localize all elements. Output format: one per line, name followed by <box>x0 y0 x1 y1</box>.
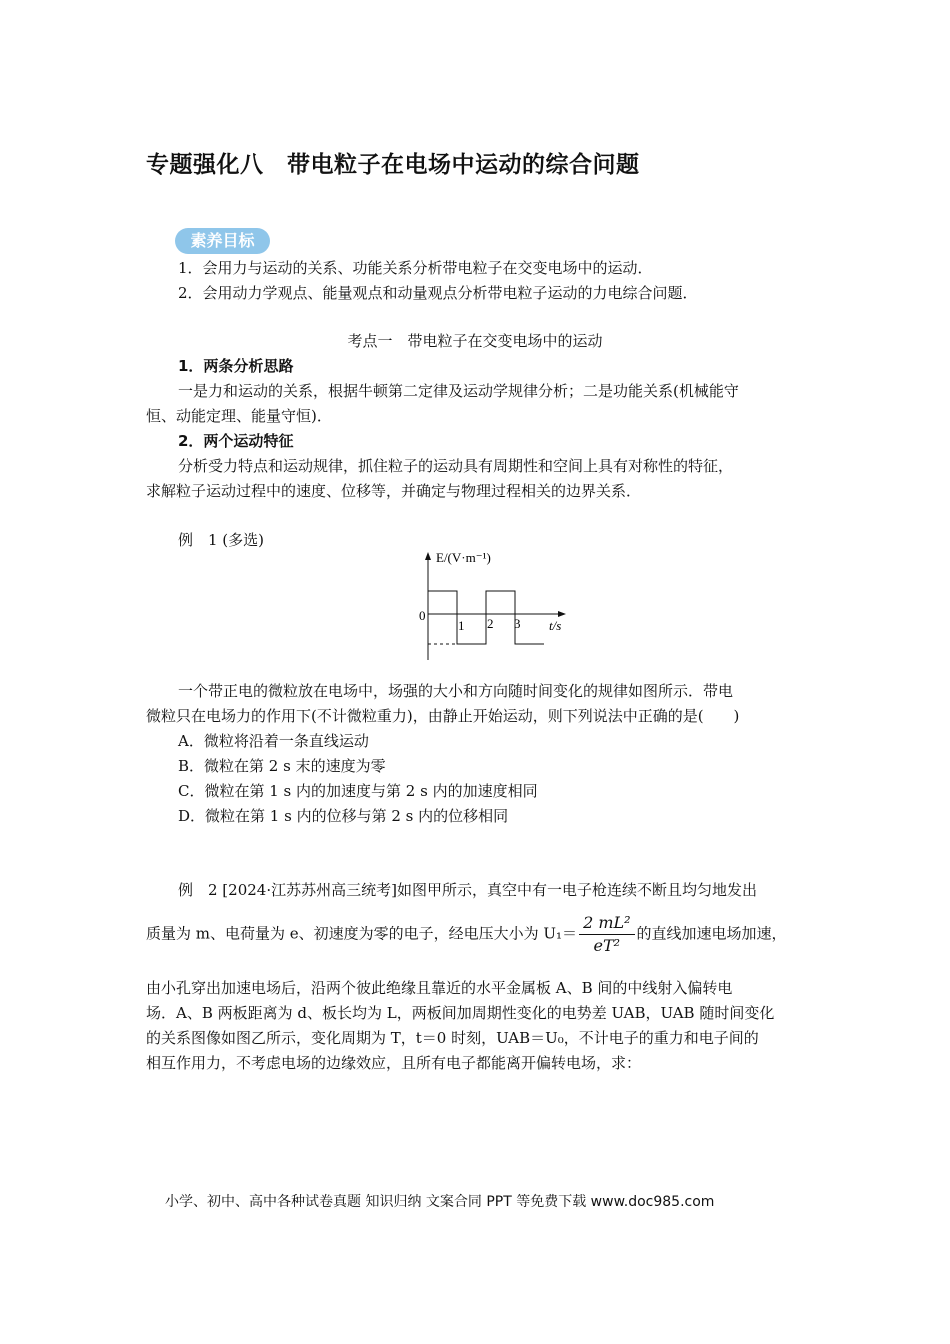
x-axis-arrow <box>558 611 566 617</box>
paragraph-line: 的关系图像如图乙所示，变化周期为 T，t＝0 时刻，UAB＝U₀，不计电子的重力和电子间的 <box>146 1029 759 1047</box>
positive-pulse-1 <box>428 591 457 614</box>
paragraph-line: 恒、动能定理、能量守恒)． <box>146 407 332 425</box>
paragraph-line: 由小孔穿出加速电场后，沿两个彼此绝缘且靠近的水平金属板 A、B 间的中线射入偏转电 <box>146 979 733 997</box>
option-c: C．微粒在第 1 s 内的加速度与第 2 s 内的加速度相同 <box>178 782 538 800</box>
origin-label: 0 <box>419 608 426 623</box>
goals-badge: 素养目标 <box>175 228 270 254</box>
goal-item-1: 1．会用力与运动的关系、功能关系分析带电粒子在交变电场中的运动． <box>178 259 653 277</box>
option-a: A．微粒将沿着一条直线运动 <box>178 732 369 750</box>
paragraph-line: 微粒只在电场力的作用下(不计微粒重力)，由静止开始运动，则下列说法中正确的是( ) <box>146 707 740 725</box>
option-b: B．微粒在第 2 s 末的速度为零 <box>178 757 386 775</box>
paragraph-line: 一是力和运动的关系，根据牛顿第二定律及运动学规律分析；二是功能关系(机械能守 <box>178 382 739 400</box>
subheading-features: 2．两个运动特征 <box>178 432 294 450</box>
paragraph-line: 求解粒子运动过程中的速度、位移等，并确定与物理过程相关的边界关系． <box>146 482 642 500</box>
goal-item-2: 2．会用动力学观点、能量观点和动量观点分析带电粒子运动的力电综合问题． <box>178 284 698 302</box>
formula-suffix: 的直线加速电场加速， <box>636 924 787 943</box>
x-tick-label: 1 <box>458 618 465 633</box>
paragraph-line: 一个带正电的微粒放在电场中，场强的大小和方向随时间变化的规律如图所示．带电 <box>178 682 734 700</box>
fraction-denominator: eT² <box>593 936 621 955</box>
positive-pulse-2 <box>486 591 515 614</box>
example-1-label: 例 1 (多选) <box>178 531 265 549</box>
x-axis-label: t/s <box>549 618 562 633</box>
x-tick-label: 2 <box>487 616 494 631</box>
voltage-fraction <box>579 912 634 957</box>
footer-text: 小学、初中、高中各种试卷真题 知识归纳 文案合同 PPT 等免费下载 www.doc985.com <box>165 1194 715 1210</box>
section-heading: 考点一 带电粒子在交变电场中的运动 <box>347 332 603 350</box>
paragraph-line: 分析受力特点和运动规律，抓住粒子的运动具有周期性和空间上具有对称性的特征， <box>178 457 734 475</box>
field-time-graph <box>410 548 580 664</box>
example-2-formula-line <box>146 912 787 957</box>
y-axis-label: E/(V·m⁻¹) <box>436 550 491 565</box>
fraction-numerator: 2 mL² <box>579 912 634 935</box>
option-d: D．微粒在第 1 s 内的位移与第 2 s 内的位移相同 <box>178 807 509 825</box>
formula-prefix: 质量为 m、电荷量为 e、初速度为零的电子，经电压大小为 U₁＝ <box>146 924 578 943</box>
paragraph-line: 场．A、B 两板距离为 d、板长均为 L，两板间加周期性变化的电势差 UAB，UAB 随时间变化 <box>146 1004 775 1022</box>
y-axis-arrow <box>425 552 431 560</box>
x-tick-label: 3 <box>514 616 521 631</box>
page-title: 专题强化八 带电粒子在电场中运动的综合问题 <box>146 152 640 178</box>
example-2-intro: 例 2 [2024·江苏苏州高三统考]如图甲所示，真空中有一电子枪连续不断且均匀地发出 <box>178 881 757 899</box>
paragraph-line: 相互作用力，不考虑电场的边缘效应，且所有电子都能离开偏转电场，求： <box>146 1054 642 1072</box>
subheading-analysis: 1．两条分析思路 <box>178 357 294 375</box>
